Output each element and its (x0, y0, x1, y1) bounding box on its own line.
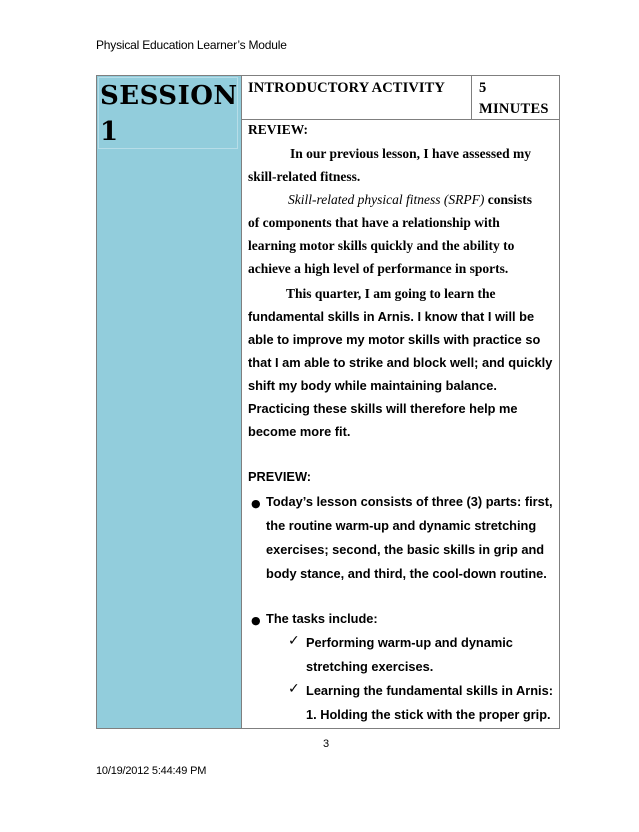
preview-line: Today’s lesson consists of three (3) parts: first, (266, 494, 553, 509)
subtask-line: 1. Holding the stick with the proper grip. (306, 707, 551, 722)
footer-timestamp: 10/19/2012 5:44:49 PM (96, 765, 207, 777)
review-line: shift my body while maintaining balance. (248, 378, 497, 393)
preview-line: the routine warm-up and dynamic stretching (266, 518, 537, 533)
task-line: Performing warm-up and dynamic (306, 635, 513, 650)
review-line: able to improve my motor skills with practice so (248, 332, 541, 347)
column-divider (471, 75, 472, 119)
session-title (100, 78, 238, 150)
duration-value: 5 (479, 80, 487, 96)
review-line: achieve a high level of performance in sports. (248, 261, 509, 276)
review-line: fundamental skills in Arnis. I know that I will be (248, 309, 535, 324)
review-line (288, 192, 532, 208)
review-line: learning motor skills quickly and the ability to (248, 238, 515, 253)
review-line: This quarter, I am going to learn the (286, 286, 496, 301)
review-heading: REVIEW: (248, 122, 309, 137)
preview-heading: PREVIEW: (248, 469, 312, 484)
preview-line: The tasks include: (266, 611, 378, 626)
duration-unit: MINUTES (479, 101, 549, 117)
activity-title: INTRODUCTORY ACTIVITY (248, 80, 445, 96)
preview-line: body stance, and third, the cool-down routine. (266, 566, 547, 581)
review-line: of components that have a relationship with (248, 215, 500, 230)
checkmark-icon: ✓ (288, 633, 300, 649)
page-number: 3 (323, 738, 330, 750)
bullet-icon: ● (251, 497, 261, 510)
session-title-word: SESSION (100, 81, 238, 111)
preview-line: exercises; second, the basic skills in grip and (266, 542, 545, 557)
review-line: skill-related fitness. (248, 169, 361, 184)
srpf-term: Skill-related physical fitness (SRPF) (288, 192, 485, 207)
review-line: Practicing these skills will therefore help me (248, 401, 518, 416)
review-line-rest: consists (487, 192, 532, 207)
checkmark-icon: ✓ (288, 681, 300, 697)
bullet-icon: ● (251, 614, 261, 627)
running-header: Physical Education Learner’s Module (96, 38, 287, 52)
task-line: stretching exercises. (306, 659, 434, 674)
review-line: In our previous lesson, I have assessed my (290, 146, 532, 161)
review-line: that I am able to strike and block well; and quickly (248, 355, 553, 370)
session-number: 1 (100, 117, 119, 147)
review-line: become more fit. (248, 424, 351, 439)
header-divider (242, 119, 560, 120)
task-line: Learning the fundamental skills in Arnis: (306, 683, 553, 698)
